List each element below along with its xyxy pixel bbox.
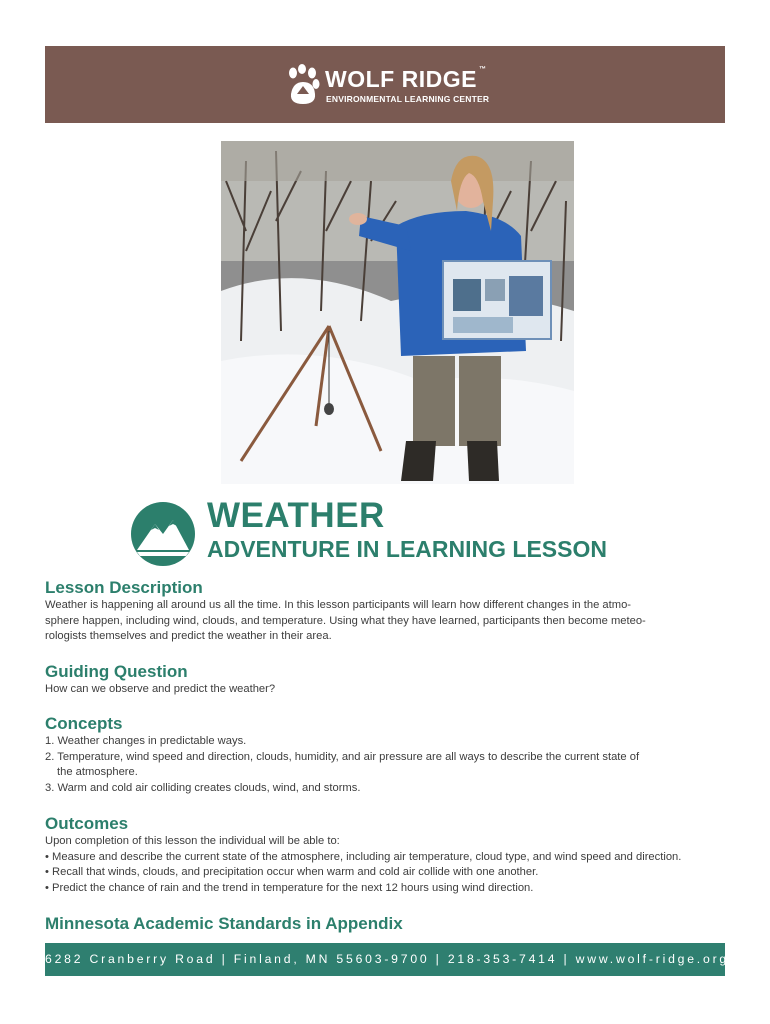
lesson-description-line: sphere happen, including wind, clouds, and temperature. Using what they have learned, participants then become meteo- <box>45 614 646 627</box>
paw-print-icon <box>285 64 321 106</box>
logo-subtitle: ENVIRONMENTAL LEARNING CENTER <box>326 94 490 104</box>
outcomes-section <box>45 814 735 896</box>
guiding-question-text: How can we observe and predict the weather? <box>45 683 276 695</box>
page-title: WEATHER <box>207 496 385 535</box>
concepts-section <box>45 714 735 796</box>
footer-band <box>45 943 730 976</box>
lesson-photo <box>221 141 574 484</box>
photo-illustration <box>221 141 574 484</box>
concepts-heading: Concepts <box>45 714 123 733</box>
lesson-description-line: rologists themselves and predict the weather in their area. <box>45 630 332 642</box>
outcomes-heading: Outcomes <box>45 814 129 833</box>
header-band <box>45 46 725 123</box>
mountain-icon <box>131 502 195 566</box>
lesson-description-line: Weather is happening all around us all the time. In this lesson participants will learn how different changes in the atmo- <box>45 599 632 611</box>
footer-contact: 6282 Cranberry Road | Finland, MN 55603-9700 | 218-353-7414 | www.wolf-ridge.org <box>45 952 730 966</box>
outcome-item: • Recall that winds, clouds, and precipitation occur when warm and cold air collide with one another. <box>45 866 539 878</box>
page-subtitle: ADVENTURE IN LEARNING LESSON <box>207 536 607 562</box>
outcomes-intro: Upon completion of this lesson the individual will be able to: <box>45 835 340 847</box>
concept-item-continuation: the atmosphere. <box>57 766 138 778</box>
wolf-ridge-logo <box>285 64 515 108</box>
logo-name: WOLF RIDGE ™ <box>325 66 487 92</box>
guiding-question-section <box>45 662 735 698</box>
standards-heading: Minnesota Academic Standards in Appendix <box>45 914 403 933</box>
lesson-description-section <box>45 578 735 645</box>
outcome-item: • Measure and describe the current state of the atmosphere, including air temperature, cloud type, and wind speed and direction. <box>45 850 682 863</box>
lesson-description-heading: Lesson Description <box>45 578 203 597</box>
guiding-question-heading: Guiding Question <box>45 662 188 681</box>
concept-item: 2. Temperature, wind speed and direction, clouds, humidity, and air pressure are all ways to describe the current state of <box>45 750 640 763</box>
concept-item: 1. Weather changes in predictable ways. <box>45 735 247 747</box>
outcome-item: • Predict the chance of rain and the trend in temperature for the next 12 hours using wind direction. <box>45 881 534 894</box>
concept-item: 3. Warm and cold air colliding creates clouds, wind, and storms. <box>45 781 361 794</box>
